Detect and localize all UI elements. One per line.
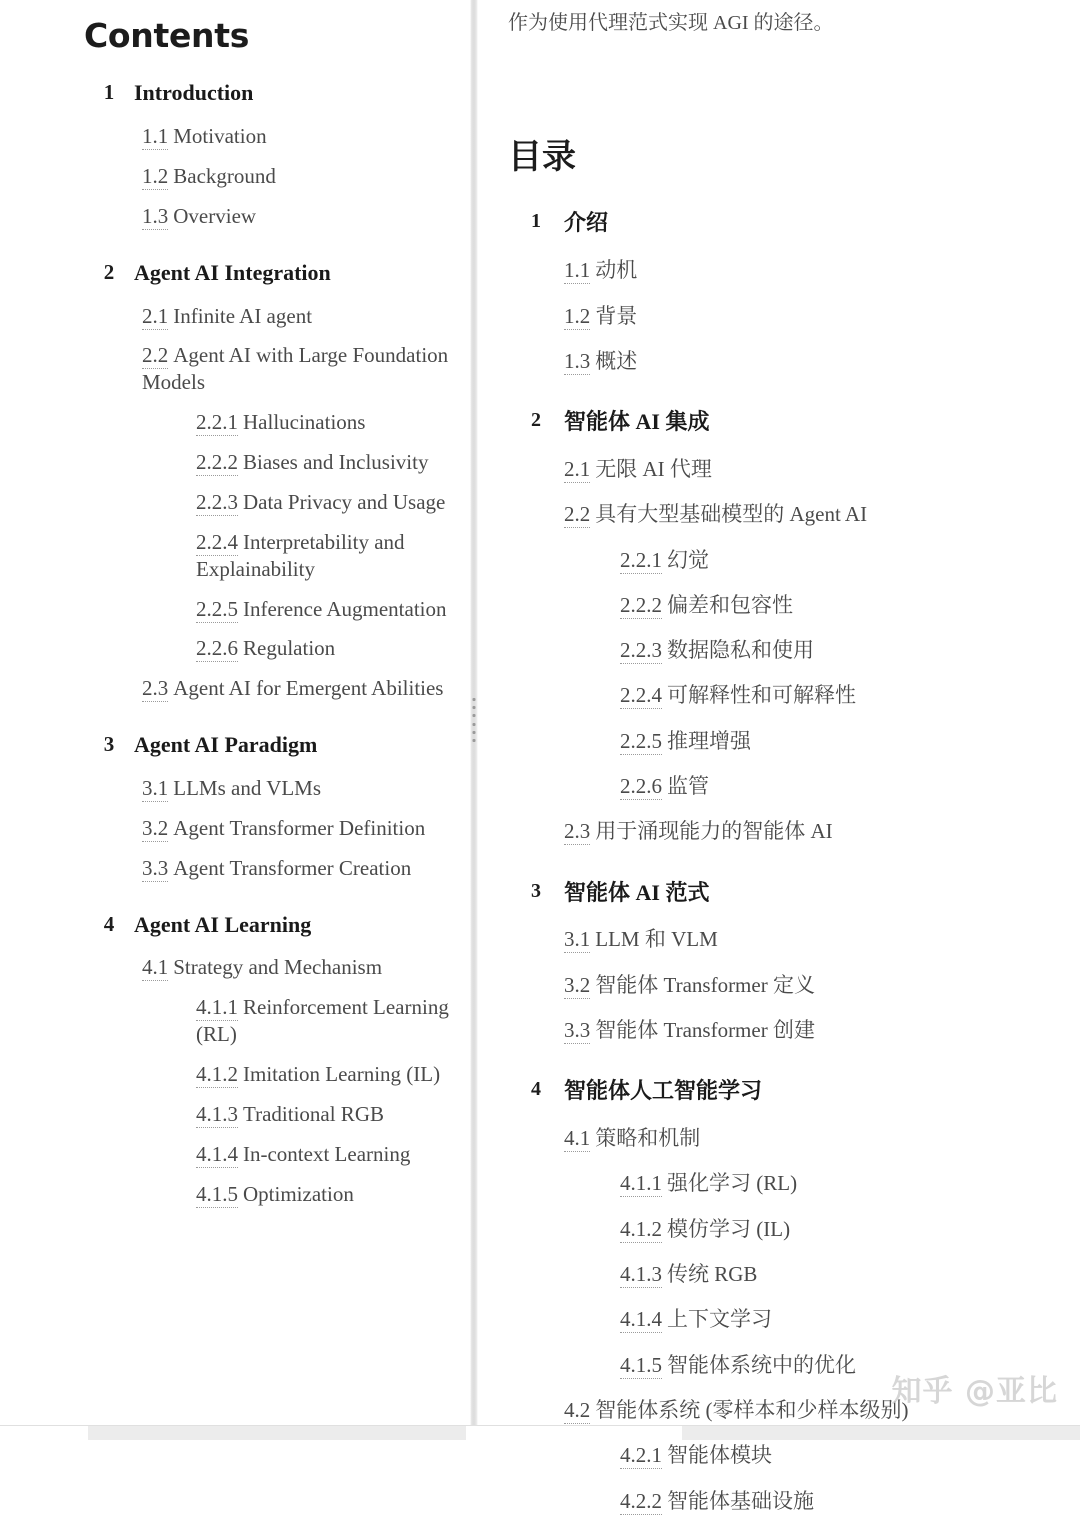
toc-entry-label: 无限 AI 代理 xyxy=(595,456,712,481)
toc-entry-text xyxy=(620,1261,1050,1288)
toc-entry-label: Background xyxy=(173,164,276,188)
toc-entry-text xyxy=(142,163,456,190)
toc-entry[interactable] xyxy=(508,818,1050,845)
toc-entry-text xyxy=(196,1141,456,1168)
toc-entry-text xyxy=(196,529,456,583)
toc-entry[interactable] xyxy=(508,501,1050,528)
toc-entry-number-link[interactable]: 4.1.4 xyxy=(620,1307,662,1332)
toc-entry-label: Biases and Inclusivity xyxy=(243,450,429,475)
toc-entry-label: 智能体基础设施 xyxy=(667,1488,814,1513)
toc-entry-number-link[interactable]: 2.2.2 xyxy=(620,592,662,617)
toc-entry-text xyxy=(564,456,1050,483)
toc-entry-label: Introduction xyxy=(134,80,254,106)
toc-entry[interactable] xyxy=(508,1397,1050,1424)
toc-entry-label: Agent AI Integration xyxy=(134,259,331,285)
toc-entry[interactable] xyxy=(508,1078,1050,1105)
toc-entry-label: 具有大型基础模型的 Agent AI xyxy=(595,502,868,527)
toc-entry-number-link[interactable]: 2.2.1 xyxy=(196,410,238,435)
toc-entry-text xyxy=(142,203,456,230)
toc-entry[interactable] xyxy=(84,675,456,702)
drag-handle-icon[interactable] xyxy=(473,698,476,742)
toc-entry-number-link[interactable]: 4.1.2 xyxy=(620,1216,662,1241)
toc-entry-label: 监管 xyxy=(667,774,709,799)
toc-entry-label: Optimization xyxy=(243,1181,354,1206)
toc-entry-text xyxy=(564,501,1050,528)
toc-entry-label: Interpretability and Explainability xyxy=(196,529,405,581)
toc-entry-number-link[interactable]: 2.2.4 xyxy=(196,529,238,554)
toc-entry-text xyxy=(196,596,456,623)
toc-entry-number-link[interactable]: 4.1.1 xyxy=(620,1171,662,1196)
toc-entry-text xyxy=(620,547,1050,574)
toc-entry[interactable] xyxy=(84,80,456,107)
toc-entry-text xyxy=(196,635,456,662)
toc-entry-label: 智能体 AI 范式 xyxy=(564,879,710,905)
toc-entry-label: Agent AI Paradigm xyxy=(134,732,318,758)
toc-entry[interactable] xyxy=(84,1181,456,1208)
toc-entry[interactable] xyxy=(508,547,1050,574)
toc-entry-label: Agent Transformer Definition xyxy=(173,815,426,840)
toc-entry-text xyxy=(564,972,1050,999)
toc-entry[interactable] xyxy=(84,123,456,150)
page-title-contents: Contents xyxy=(84,16,250,55)
toc-entry[interactable] xyxy=(508,1488,1050,1515)
toc-entry-text xyxy=(620,1306,1050,1333)
toc-entry-label: LLM 和 VLM xyxy=(595,927,718,952)
toc-entry[interactable] xyxy=(508,1306,1050,1333)
toc-entry-text xyxy=(564,1397,1050,1424)
toc-entry-number-link[interactable]: 2.2.3 xyxy=(196,489,238,514)
toc-entry-label: Agent AI Learning xyxy=(134,911,312,937)
toc-entry-number-link[interactable]: 4.2.1 xyxy=(620,1443,662,1468)
toc-entry-number-link[interactable]: 4.1 xyxy=(142,955,169,980)
toc-entry[interactable] xyxy=(84,994,456,1048)
toc-entry-number-link[interactable]: 2.3 xyxy=(564,819,591,844)
toc-entry[interactable] xyxy=(508,456,1050,483)
toc-entry[interactable] xyxy=(84,635,456,662)
toc-entry-number: 2 xyxy=(531,409,541,432)
toc-entry[interactable] xyxy=(84,815,456,842)
toc-entry-number-link[interactable]: 4.1.1 xyxy=(196,995,238,1020)
toc-entry-label: 可解释性和可解释性 xyxy=(667,683,856,708)
toc-list-english xyxy=(84,80,456,1207)
toc-entry-number: 4 xyxy=(531,1078,541,1101)
toc-entry-number: 3 xyxy=(531,879,541,902)
toc-entry-text xyxy=(196,1061,456,1088)
toc-entry[interactable] xyxy=(84,775,456,802)
toc-entry-label: Imitation Learning (IL) xyxy=(243,1062,441,1087)
toc-entry-text xyxy=(196,489,456,516)
intro-paragraph: 作为使用代理范式实现 AGI 的途径。 xyxy=(508,12,834,34)
toc-entry[interactable] xyxy=(508,1442,1050,1469)
toc-entry[interactable] xyxy=(508,1261,1050,1288)
toc-entry-number: 4 xyxy=(103,911,115,936)
toc-entry-text xyxy=(620,1352,1050,1379)
toc-entry-label: 概述 xyxy=(595,348,638,373)
bottom-chrome-bar xyxy=(0,1425,1080,1440)
toc-entry[interactable] xyxy=(508,409,1050,436)
toc-entry-text xyxy=(620,592,1050,619)
toc-entry[interactable] xyxy=(84,954,456,981)
toc-entry[interactable] xyxy=(508,880,1050,907)
toc-entry-number-link[interactable]: 4.1.3 xyxy=(620,1262,662,1287)
toc-entry[interactable] xyxy=(508,1125,1050,1152)
toc-entry-number-link[interactable]: 3.3 xyxy=(142,855,169,880)
toc-entry-number-link[interactable]: 3.2 xyxy=(142,815,169,840)
toc-entry-label: Strategy and Mechanism xyxy=(173,955,383,980)
toc-entry-number-link[interactable]: 4.2.2 xyxy=(620,1488,662,1513)
toc-entry-label: 智能体 Transformer 定义 xyxy=(595,972,815,997)
toc-entry[interactable] xyxy=(84,409,456,436)
split-pane-divider[interactable] xyxy=(470,0,478,1440)
toc-entry-number-link[interactable]: 4.1.5 xyxy=(196,1181,238,1206)
toc-entry-label: Regulation xyxy=(243,636,336,661)
toc-entry-number: 1 xyxy=(531,210,541,233)
toc-entry-text xyxy=(620,682,1050,709)
toc-entry[interactable] xyxy=(508,728,1050,755)
toc-entry[interactable] xyxy=(84,489,456,516)
toc-entry-number-link[interactable]: 1.1 xyxy=(142,124,169,149)
toc-entry[interactable] xyxy=(508,592,1050,619)
toc-entry-label: 介绍 xyxy=(564,210,609,236)
toc-entry-number-link[interactable]: 3.3 xyxy=(564,1018,591,1043)
toc-entry-label: Agent Transformer Creation xyxy=(173,855,412,880)
toc-entry[interactable] xyxy=(84,260,456,287)
toc-entry-number-link[interactable]: 3.2 xyxy=(564,972,591,997)
toc-entry-label: 智能体 Transformer 创建 xyxy=(595,1018,815,1043)
toc-entry-label: 背景 xyxy=(595,303,638,328)
toc-entry-label: 强化学习 (RL) xyxy=(667,1171,798,1196)
toc-entry-number-link[interactable]: 2.2 xyxy=(564,502,591,527)
toc-entry-number-link[interactable]: 2.1 xyxy=(564,456,591,481)
toc-entry-label: 数据隐私和使用 xyxy=(667,638,814,663)
toc-entry-label: 推理增强 xyxy=(667,728,751,753)
toc-entry-label: 智能体 AI 集成 xyxy=(564,409,710,435)
toc-entry-text xyxy=(142,303,456,330)
toc-entry-number-link[interactable]: 2.2.2 xyxy=(196,450,238,475)
toc-entry[interactable] xyxy=(508,303,1050,330)
toc-entry-text xyxy=(620,637,1050,664)
toc-entry[interactable] xyxy=(508,637,1050,664)
toc-entry[interactable] xyxy=(508,1017,1050,1044)
toc-entry-text xyxy=(620,773,1050,800)
toc-entry-label: 智能体模块 xyxy=(667,1443,772,1468)
watermark: 知乎 @亚比 xyxy=(891,1374,1058,1409)
toc-entry[interactable] xyxy=(84,203,456,230)
toc-entry-text xyxy=(142,123,456,150)
toc-entry-number-link[interactable]: 2.2 xyxy=(142,343,169,368)
toc-entry-text xyxy=(620,1170,1050,1197)
toc-entry-label: LLMs and VLMs xyxy=(173,776,322,801)
toc-entry-text xyxy=(564,257,1050,284)
toc-entry-number-link[interactable]: 1.3 xyxy=(564,348,591,373)
toc-entry-text xyxy=(564,348,1050,375)
toc-entry-number-link[interactable]: 4.1.4 xyxy=(196,1141,238,1166)
toc-entry-text xyxy=(564,818,1050,845)
bottom-bar-mid-gap xyxy=(466,1426,682,1440)
toc-entry-text xyxy=(564,1125,1050,1152)
toc-entry-number-link[interactable]: 4.1.5 xyxy=(620,1352,662,1377)
toc-entry[interactable] xyxy=(84,732,456,759)
toc-entry[interactable] xyxy=(84,1101,456,1128)
toc-entry-label: 幻觉 xyxy=(667,547,709,572)
toc-entry-label: Infinite AI agent xyxy=(173,303,313,328)
toc-entry-text xyxy=(196,409,456,436)
toc-entry-text xyxy=(142,815,456,842)
toc-entry[interactable] xyxy=(508,1170,1050,1197)
toc-entry-label: Data Privacy and Usage xyxy=(243,489,446,514)
toc-entry-text xyxy=(620,1488,1050,1515)
toc-entry-number-link[interactable]: 2.2.6 xyxy=(196,636,238,661)
toc-entry-label: Reinforcement Learning (RL) xyxy=(196,995,449,1047)
toc-entry-number-link[interactable]: 2.2.1 xyxy=(620,547,662,572)
toc-entry-number-link[interactable]: 2.1 xyxy=(142,303,169,328)
toc-entry-number-link[interactable]: 4.1.3 xyxy=(196,1101,238,1126)
toc-entry-text xyxy=(620,728,1050,755)
toc-entry-number: 2 xyxy=(103,259,115,284)
toc-entry-number-link[interactable]: 1.3 xyxy=(142,203,169,228)
toc-entry-number-link[interactable]: 2.2.3 xyxy=(620,638,662,663)
toc-entry-label: Agent AI for Emergent Abilities xyxy=(173,676,444,701)
toc-entry-number-link[interactable]: 2.2.5 xyxy=(196,596,238,621)
toc-entry-label: 用于涌现能力的智能体 AI xyxy=(595,819,833,844)
toc-entry-text xyxy=(620,1216,1050,1243)
toc-entry-text xyxy=(620,1442,1050,1469)
page-title-mulu: 目录 xyxy=(508,137,576,177)
toc-entry-number-link[interactable]: 4.1 xyxy=(564,1126,591,1151)
toc-entry[interactable] xyxy=(84,855,456,882)
source-pane-content xyxy=(0,0,470,1221)
source-pane-english xyxy=(0,0,470,1440)
toc-entry-text xyxy=(142,342,456,396)
toc-entry-text xyxy=(142,675,456,702)
toc-entry-number-link[interactable]: 2.2.5 xyxy=(620,728,662,753)
toc-list-chinese xyxy=(508,210,1050,1514)
toc-entry-label: 模仿学习 (IL) xyxy=(667,1216,791,1241)
toc-entry-label: Hallucinations xyxy=(243,410,366,435)
toc-entry-label: Overview xyxy=(173,203,257,228)
toc-entry-text xyxy=(564,926,1050,953)
toc-entry-number-link[interactable]: 4.2 xyxy=(564,1397,591,1422)
toc-entry[interactable] xyxy=(84,303,456,330)
toc-entry-text xyxy=(142,855,456,882)
translation-pane-chinese xyxy=(478,0,1080,1513)
toc-entry-number-link[interactable]: 1.2 xyxy=(564,303,591,328)
toc-entry-label: 策略和机制 xyxy=(595,1126,701,1151)
toc-entry-number-link[interactable]: 3.1 xyxy=(142,776,169,801)
toc-entry-number-link[interactable]: 1.1 xyxy=(564,258,591,283)
toc-entry-label: Motivation xyxy=(173,124,267,149)
toc-entry-label: 传统 RGB xyxy=(667,1262,758,1287)
toc-entry-label: Agent AI with Large Foundation Models xyxy=(142,343,449,395)
toc-entry-number-link[interactable]: 4.1.2 xyxy=(196,1062,238,1087)
toc-entry-number: 1 xyxy=(103,80,115,105)
toc-entry-text xyxy=(564,303,1050,330)
toc-entry-text xyxy=(196,1181,456,1208)
toc-entry[interactable] xyxy=(508,210,1050,237)
toc-entry-label: Inference Augmentation xyxy=(243,596,447,621)
toc-entry[interactable] xyxy=(84,449,456,476)
toc-entry-number-link[interactable]: 2.3 xyxy=(142,676,169,701)
toc-entry-number: 3 xyxy=(103,732,115,757)
bottom-bar-left-gap xyxy=(0,1426,88,1440)
toc-entry[interactable] xyxy=(508,926,1050,953)
toc-entry-number-link[interactable]: 1.2 xyxy=(142,164,169,188)
toc-entry-label: 智能体系统中的优化 xyxy=(667,1352,856,1377)
toc-entry-text xyxy=(196,994,456,1048)
toc-entry-text xyxy=(142,775,456,802)
toc-entry-label: 智能体人工智能学习 xyxy=(564,1078,763,1104)
toc-entry[interactable] xyxy=(508,257,1050,284)
toc-entry-text xyxy=(564,1017,1050,1044)
toc-entry-number-link[interactable]: 2.2.6 xyxy=(620,774,662,799)
toc-entry-label: 智能体系统 (零样本和少样本级别) xyxy=(595,1397,909,1422)
toc-entry-number-link[interactable]: 2.2.4 xyxy=(620,683,662,708)
toc-entry[interactable] xyxy=(508,1352,1050,1379)
toc-entry-text xyxy=(196,1101,456,1128)
toc-entry-label: 偏差和包容性 xyxy=(667,592,793,617)
toc-entry[interactable] xyxy=(508,682,1050,709)
toc-entry[interactable] xyxy=(84,1061,456,1088)
toc-entry[interactable] xyxy=(84,596,456,623)
toc-entry-number-link[interactable]: 3.1 xyxy=(564,927,591,952)
toc-entry-label: 动机 xyxy=(595,258,638,283)
toc-entry[interactable] xyxy=(508,1216,1050,1243)
toc-entry-label: 上下文学习 xyxy=(667,1307,772,1332)
toc-entry-text xyxy=(142,954,456,981)
toc-entry[interactable] xyxy=(508,348,1050,375)
toc-entry[interactable] xyxy=(508,773,1050,800)
toc-entry-label: In-context Learning xyxy=(243,1141,411,1166)
toc-entry[interactable] xyxy=(84,342,456,396)
toc-entry[interactable] xyxy=(84,1141,456,1168)
toc-entry[interactable] xyxy=(84,912,456,939)
toc-entry-text xyxy=(196,449,456,476)
toc-entry[interactable] xyxy=(84,163,456,190)
toc-entry[interactable] xyxy=(508,972,1050,999)
toc-entry[interactable] xyxy=(84,529,456,583)
translation-pane-content xyxy=(478,0,1080,1533)
toc-entry-label: Traditional RGB xyxy=(243,1101,384,1126)
